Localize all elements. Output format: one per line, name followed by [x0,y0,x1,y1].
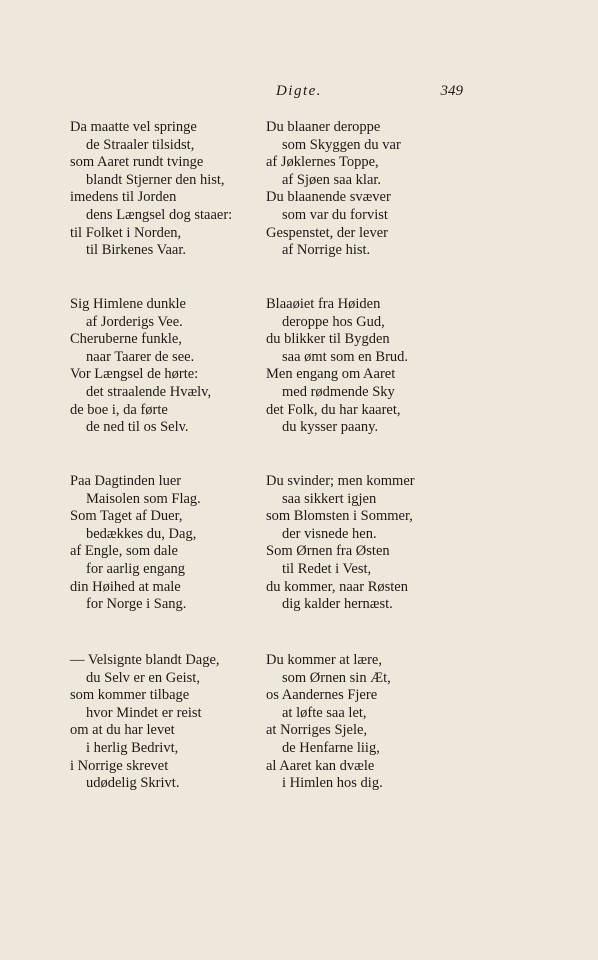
poem-line: for Norge i Sang. [86,596,187,613]
poem-line: Paa Dagtinden luer [70,473,182,489]
poem-line: Blaaøiet fra Høiden [266,296,381,312]
poem-line: bedækkes du, Dag, [86,525,197,542]
poem-line: af Norrige hist. [282,242,371,259]
poem-line: som Ørnen sin Æt, [282,669,391,686]
poem-line: din Høihed at male [70,578,181,595]
poem-line: til Redet i Vest, [282,560,372,577]
poem-line: som Skyggen du var [282,136,401,153]
poem-line: de ned til os Selv. [86,419,189,436]
running-header-title: Digte. [275,83,323,99]
poem-line: af Sjøen saa klar. [282,171,382,188]
poem-line: Du svinder; men kommer [266,473,415,489]
poem-line: Maisolen som Flag. [86,490,201,507]
poem-line: Men engang om Aaret [266,366,396,383]
poem-line: af Jorderigs Vee. [86,313,183,330]
poem-line: med rødmende Sky [282,383,395,400]
poem-line: om at du har levet [70,722,175,739]
page-number: 349 [440,83,463,99]
poem-line: dig kalder hernæst. [282,596,393,613]
poem-line: af Engle, som dale [70,543,178,560]
poem-line: at Norriges Sjele, [266,722,368,739]
poem-line: hvor Mindet er reist [86,704,202,721]
poem-line: saa sikkert igjen [282,490,377,507]
poem-line: os Aandernes Fjere [266,687,378,704]
stanza [70,296,211,437]
poem-line: de Straaler tilsidst, [86,136,195,153]
poem-line: Vor Længsel de hørte: [70,366,199,383]
poem-line: deroppe hos Gud, [282,313,385,330]
poem-line: som var du forvist [282,206,388,223]
poem-line: af Jøklernes Toppe, [266,154,379,171]
poem-line: imedens til Jorden [70,189,177,206]
stanza [70,473,201,614]
stanza [70,119,232,260]
poem-line: for aarlig engang [86,560,186,577]
poem-line: de Henfarne liig, [282,739,380,756]
poem-line: Du kommer at lære, [266,652,382,668]
poem-line: Du blaaner deroppe [266,119,381,135]
poem-line: Du blaanende svæver [266,189,391,206]
poem-line: Gespenstet, der lever [266,224,388,241]
poem-line: til Birkenes Vaar. [86,242,187,259]
poem-line: udødelig Skrivt. [86,775,180,792]
poem-line: — Velsignte blandt Dage, [70,652,220,668]
poem-line: du blikker til Bygden [266,331,390,348]
stanza [266,652,391,793]
poem-line: til Folket i Norden, [70,224,182,241]
poem-line: du Selv er en Geist, [86,669,200,686]
poem-line: naar Taarer de see. [86,348,195,365]
poem-line: saa ømt som en Brud. [282,348,409,365]
poem-line: som Blomsten i Sommer, [266,508,413,525]
poem-line: Sig Himlene dunkle [70,296,186,312]
poem-line: det straalende Hvælv, [86,383,212,400]
poem-line: blandt Stjerner den hist, [86,171,225,188]
poem-line: Cheruberne funkle, [70,331,182,348]
poem-line: Da maatte vel springe [70,119,197,135]
poem-line: de boe i, da førte [70,401,168,418]
poem-line: Som Ørnen fra Østen [266,543,390,560]
poem-line: al Aaret kan dvæle [266,757,375,774]
poem-line: at løfte saa let, [282,704,367,721]
poem-line: det Folk, du har kaaret, [266,401,401,418]
poem-line: i Norrige skrevet [70,757,169,774]
poem-line: der visnede hen. [282,525,377,542]
poem-line: i herlig Bedrivt, [86,739,179,756]
poem-line: du kommer, naar Røsten [266,578,408,595]
poem-line: i Himlen hos dig. [282,775,383,792]
poem-line: dens Længsel dog staaer: [86,206,233,223]
poem-line: du kysser paany. [282,419,379,436]
stanza [70,652,220,793]
stanza [266,119,401,260]
stanza [266,296,408,437]
poem-line: som kommer tilbage [70,687,190,704]
poem-line: Som Taget af Duer, [70,508,183,525]
stanza [266,473,415,614]
poem-line: som Aaret rundt tvinge [70,154,204,171]
